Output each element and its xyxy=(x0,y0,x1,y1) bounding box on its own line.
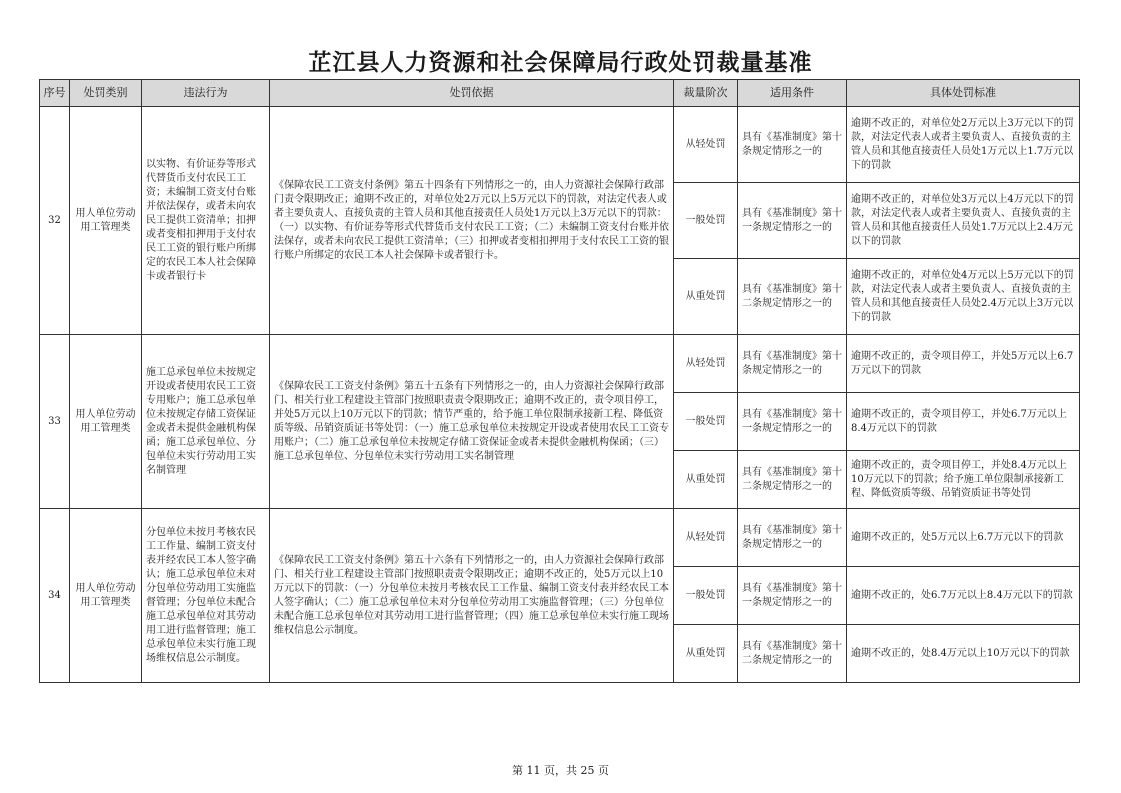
condition-cell: 具有《基准制度》第十条规定情形之一的 xyxy=(738,107,847,183)
standard-cell: 逾期不改正的，对单位处4万元以上5万元以下的罚款，对法定代表人或者主要负责人、直接负责的主管人员和其他直接责任人员处2.4万元以上3万元以下的罚款 xyxy=(847,259,1080,335)
level-cell: 从轻处罚 xyxy=(674,509,738,567)
penalty-table xyxy=(39,79,1080,683)
basis-cell: 《保障农民工工资支付条例》第五十六条有下列情形之一的，由人力资源社会保障行政部门、相关行业工程建设主管部门按照职责责令限期改正；逾期不改正的，处5万元以上10万元以下的罚款：（一）分包单位未按月考核农民工工作量、编制工资支付表并经农民工本人签字确认；（二）施工总承包单位未对分包单位劳动用工实施监督管理；（三）分包单位未配合施工总承包单位对其劳动用工进行监督管理；（四）施工总承包单位未实行施工现场维权信息公示制度。 xyxy=(270,509,674,683)
category-cell: 用人单位劳动用工管理类 xyxy=(70,509,142,683)
level-cell: 从重处罚 xyxy=(674,451,738,509)
table-row xyxy=(40,509,1080,567)
standard-cell: 逾期不改正的，对单位处2万元以上3万元以下的罚款，对法定代表人或者主要负责人、直接负责的主管人员和其他直接责任人员处1万元以上1.7万元以下的罚款 xyxy=(847,107,1080,183)
header-standard: 具体处罚标准 xyxy=(847,80,1080,107)
page-number: 第 11 页，共 25 页 xyxy=(512,764,609,777)
basis-cell: 《保障农民工工资支付条例》第五十四条有下列情形之一的，由人力资源社会保障行政部门责令限期改正；逾期不改正的，对单位处2万元以上5万元以下的罚款，对法定代表人或者主要负责人、直接负责的主管人员和其他直接责任人员处1万元以上3万元以下的罚款：（一）以实物、有价证券等形式代替货币支付农民工工资；（二）未编制工资支付台账并依法保存，或者未向农民工提供工资清单；（三）扣押或者变相扣押用于支付农民工工资的银行账户所绑定的农民工本人社会保障卡或者银行卡。 xyxy=(270,107,674,335)
violation-cell: 分包单位未按月考核农民工工作量、编制工资支付表并经农民工本人签字确认；施工总承包单位未对分包单位劳动用工实施监督管理；分包单位未配合施工总承包单位对其劳动用工进行监督管理；施工总承包单位未实行施工现场维权信息公示制度。 xyxy=(142,509,270,683)
standard-cell: 逾期不改正的，对单位处3万元以上4万元以下的罚款，对法定代表人或者主要负责人、直接负责的主管人员和其他直接责任人员处1.7万元以上2.4万元以下的罚款 xyxy=(847,183,1080,259)
seq-cell: 33 xyxy=(40,335,70,509)
level-cell: 一般处罚 xyxy=(674,393,738,451)
seq-cell: 32 xyxy=(40,107,70,335)
level-cell: 从重处罚 xyxy=(674,625,738,683)
condition-cell: 具有《基准制度》第十条规定情形之一的 xyxy=(738,509,847,567)
header-row xyxy=(40,80,1080,107)
level-cell: 一般处罚 xyxy=(674,183,738,259)
standard-cell: 逾期不改正的，责令项目停工，并处5万元以上6.7万元以下的罚款 xyxy=(847,335,1080,393)
condition-cell: 具有《基准制度》第十一条规定情形之一的 xyxy=(738,567,847,625)
level-cell: 从轻处罚 xyxy=(674,335,738,393)
level-cell: 一般处罚 xyxy=(674,567,738,625)
standard-cell: 逾期不改正的，处5万元以上6.7万元以下的罚款 xyxy=(847,509,1080,567)
category-cell: 用人单位劳动用工管理类 xyxy=(70,107,142,335)
seq-cell: 34 xyxy=(40,509,70,683)
header-violation: 违法行为 xyxy=(142,80,270,107)
table-row xyxy=(40,335,1080,393)
page-title: 芷江县人力资源和社会保障局行政处罚裁量基准 xyxy=(308,50,813,76)
violation-cell: 以实物、有价证券等形式代替货币支付农民工工资；未编制工资支付台账并依法保存，或者未向农民工提供工资清单；扣押或者变相扣押用于支付农民工工资的银行账户所绑定的农民工本人社会保障卡或者银行卡 xyxy=(142,107,270,335)
standard-cell: 逾期不改正的，责令项目停工，并处8.4万元以上10万元以下的罚款；给予施工单位限制承接新工程、降低资质等级、吊销资质证书等处罚 xyxy=(847,451,1080,509)
standard-cell: 逾期不改正的，责令项目停工，并处6.7万元以上8.4万元以下的罚款 xyxy=(847,393,1080,451)
condition-cell: 具有《基准制度》第十一条规定情形之一的 xyxy=(738,393,847,451)
header-seq: 序号 xyxy=(40,80,70,107)
header-condition: 适用条件 xyxy=(738,80,847,107)
header-level: 裁量阶次 xyxy=(674,80,738,107)
condition-cell: 具有《基准制度》第十一条规定情形之一的 xyxy=(738,183,847,259)
table-row xyxy=(40,107,1080,183)
category-cell: 用人单位劳动用工管理类 xyxy=(70,335,142,509)
standard-cell: 逾期不改正的，处8.4万元以上10万元以下的罚款 xyxy=(847,625,1080,683)
condition-cell: 具有《基准制度》第十条规定情形之一的 xyxy=(738,335,847,393)
violation-cell: 施工总承包单位未按规定开设或者使用农民工工资专用账户；施工总承包单位未按规定存储工资保证金或者未提供金融机构保函；施工总承包单位、分包单位未实行劳动用工实名制管理 xyxy=(142,335,270,509)
condition-cell: 具有《基准制度》第十二条规定情形之一的 xyxy=(738,451,847,509)
condition-cell: 具有《基准制度》第十二条规定情形之一的 xyxy=(738,259,847,335)
level-cell: 从轻处罚 xyxy=(674,107,738,183)
header-category: 处罚类别 xyxy=(70,80,142,107)
level-cell: 从重处罚 xyxy=(674,259,738,335)
basis-cell: 《保障农民工工资支付条例》第五十五条有下列情形之一的，由人力资源社会保障行政部门、相关行业工程建设主管部门按照职责责令限期改正；逾期不改正的，责令项目停工，并处5万元以上10万元以下的罚款；情节严重的，给予施工单位限制承接新工程、降低资质等级、吊销资质证书等处罚：（一）施工总承包单位未按规定开设或者使用农民工工资专用账户；（二）施工总承包单位未按规定存储工资保证金或者未提供金融机构保函；（三）施工总承包单位、分包单位未实行劳动用工实名制管理 xyxy=(270,335,674,509)
header-basis: 处罚依据 xyxy=(270,80,674,107)
condition-cell: 具有《基准制度》第十二条规定情形之一的 xyxy=(738,625,847,683)
standard-cell: 逾期不改正的，处6.7万元以上8.4万元以下的罚款 xyxy=(847,567,1080,625)
